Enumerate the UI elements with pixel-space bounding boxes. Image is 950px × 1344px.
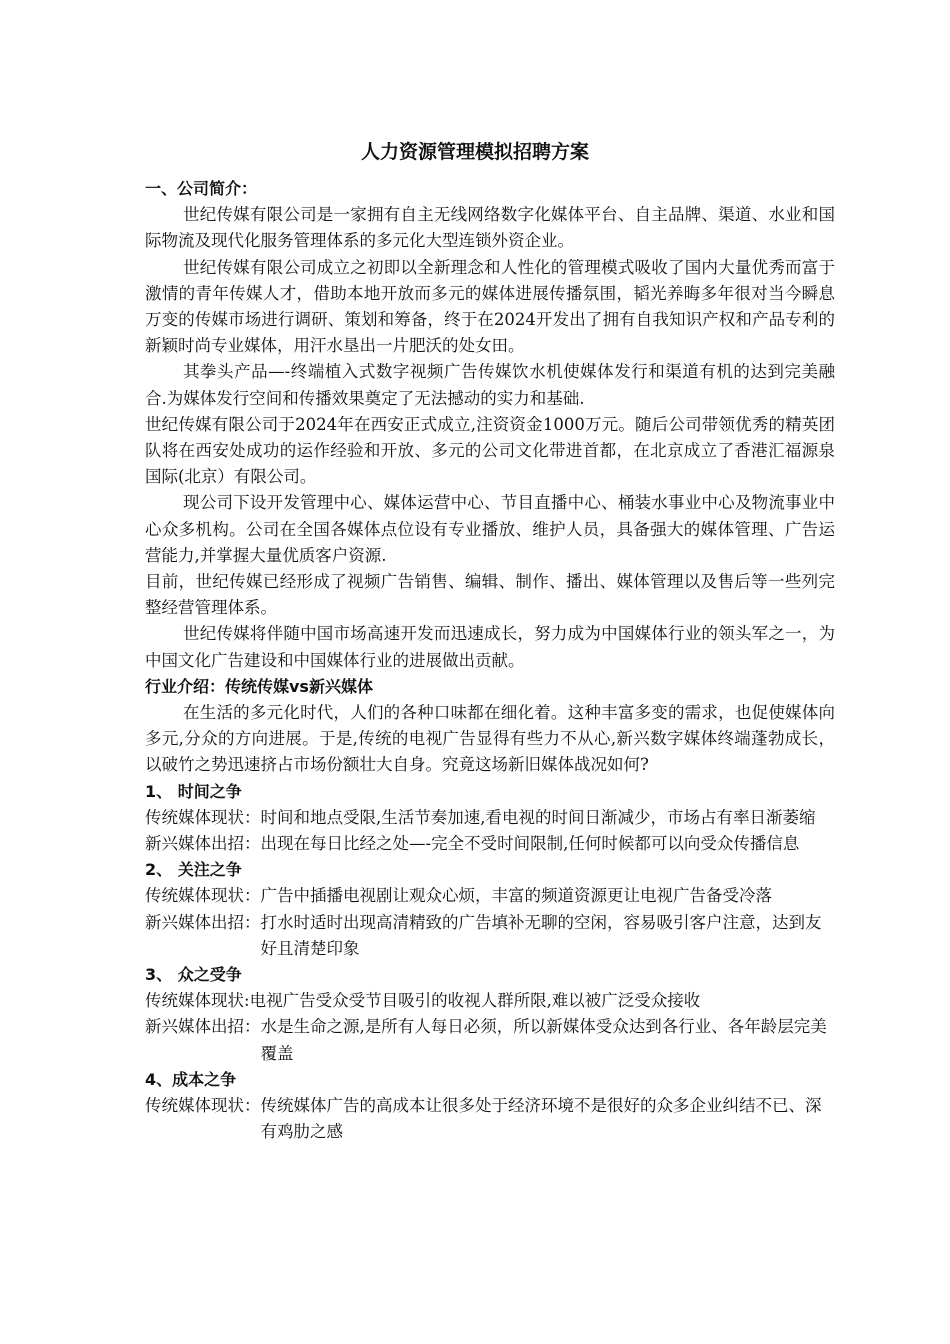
company-paragraph: 现公司下设开发管理中心、媒体运营中心、节目直播中心、桶装水事业中心及物流事业中心众多机构。公司在全国各媒体点位设有专业播放、维护人员，具备强大的媒体管理、广告运营能力,并掌握大量优质客户资源. bbox=[145, 493, 835, 565]
company-paragraph: 其拳头产品—-终端植入式数字视频广告传媒饮水机使媒体发行和渠道有机的达到完美融合.为媒体发行空间和传播效果奠定了无法撼动的实力和基础. bbox=[145, 362, 835, 408]
comparison-text: 打水时适时出现高清精致的广告填补无聊的空闲，容易吸引客户注意，达到友好且清楚印象 bbox=[260, 912, 822, 958]
comparison-label: 传统媒体现状： bbox=[145, 807, 261, 827]
comparison-traditional bbox=[145, 988, 835, 1014]
company-paragraph: 目前，世纪传媒已经形成了视频广告销售、编辑、制作、播出、媒体管理以及售后等一些列完整经营管理体系。 bbox=[145, 572, 835, 618]
company-paragraph: 世纪传媒有限公司于2024年在西安正式成立,注资资金1000万元。随后公司带领优秀的精英团队将在西安处成功的运作经验和开放、多元的公司文化带进首都，在北京成立了香港汇福源泉国际(北京）有限公司。 bbox=[145, 414, 835, 487]
comparison-new bbox=[145, 910, 835, 962]
comparison-traditional bbox=[145, 883, 835, 909]
comparison-new bbox=[145, 831, 835, 857]
comparison-label: 新兴媒体出招： bbox=[145, 1017, 261, 1037]
company-paragraph: 世纪传媒有限公司成立之初即以全新理念和人性化的管理模式吸收了国内大量优秀而富于激情的青年传媒人才，借助本地开放而多元的媒体进展传播氛围，韬光养晦多年很对当今瞬息万变的传媒市场进行调研、策划和筹备，终于在2024开发出了拥有自我知识产权和产品专利的新颖时尚专业媒体，用汗水垦出一片肥沃的处女田。 bbox=[145, 257, 835, 356]
comparison-text: 电视广告受众受节目吸引的收视人群所限,难以被广泛受众接收 bbox=[249, 991, 701, 1011]
comparison-heading: 4、成本之争 bbox=[145, 1069, 237, 1089]
comparison-traditional bbox=[145, 1093, 835, 1145]
document-body bbox=[145, 176, 835, 1145]
comparison-text: 传统媒体广告的高成本让很多处于经济环境不是很好的众多企业纠结不已、深有鸡肋之感 bbox=[260, 1096, 822, 1142]
comparison-text: 时间和地点受限,生活节奏加速,看电视的时间日渐减少，市场占有率日渐萎缩 bbox=[260, 807, 816, 827]
industry-intro-paragraph: 在生活的多元化时代，人们的各种口味都在细化着。这种丰富多变的需求，也促使媒体向多元,分众的方向进展。于是,传统的电视广告显得有些力不从心,新兴数字媒体终端蓬勃成长，以破竹之势迅速挤占市场份额壮大自身。究竟这场新旧媒体战况如何? bbox=[145, 703, 835, 775]
section-heading-industry: 行业介绍：传统传媒vs新兴媒体 bbox=[145, 676, 373, 696]
section-heading-company: 一、公司简介： bbox=[145, 179, 258, 198]
comparison-new bbox=[145, 1014, 835, 1066]
comparison-label: 传统媒体现状: bbox=[145, 991, 250, 1011]
comparison-text: 水是生命之源,是所有人每日必须，所以新媒体受众达到各行业、各年龄层完美覆盖 bbox=[260, 1017, 827, 1063]
comparison-traditional bbox=[145, 805, 835, 831]
comparison-heading: 3、 众之受争 bbox=[145, 965, 242, 985]
comparison-label: 传统媒体现状： bbox=[145, 1096, 261, 1116]
comparison-text: 出现在每日比经之处—-完全不受时间限制,任何时候都可以向受众传播信息 bbox=[260, 834, 800, 854]
comparison-label: 新兴媒体出招： bbox=[145, 834, 261, 854]
comparison-heading: 1、 时间之争 bbox=[145, 781, 242, 801]
comparison-text: 广告中插播电视剧让观众心烦，丰富的频道资源更让电视广告备受冷落 bbox=[260, 886, 772, 906]
comparison-label: 传统媒体现状： bbox=[145, 886, 261, 906]
comparison-heading: 2、 关注之争 bbox=[145, 860, 242, 880]
company-paragraph: 世纪传媒将伴随中国市场高速开发而迅速成长，努力成为中国媒体行业的领头军之一，为中国文化广告建设和中国媒体行业的进展做出贡献。 bbox=[145, 624, 835, 670]
company-paragraph: 世纪传媒有限公司是一家拥有自主无线网络数字化媒体平台、自主品牌、渠道、水业和国际物流及现代化服务管理体系的多元化大型连锁外资企业。 bbox=[145, 205, 835, 251]
comparison-label: 新兴媒体出招： bbox=[145, 912, 261, 932]
document-title: 人力资源管理模拟招聘方案 bbox=[360, 141, 589, 163]
